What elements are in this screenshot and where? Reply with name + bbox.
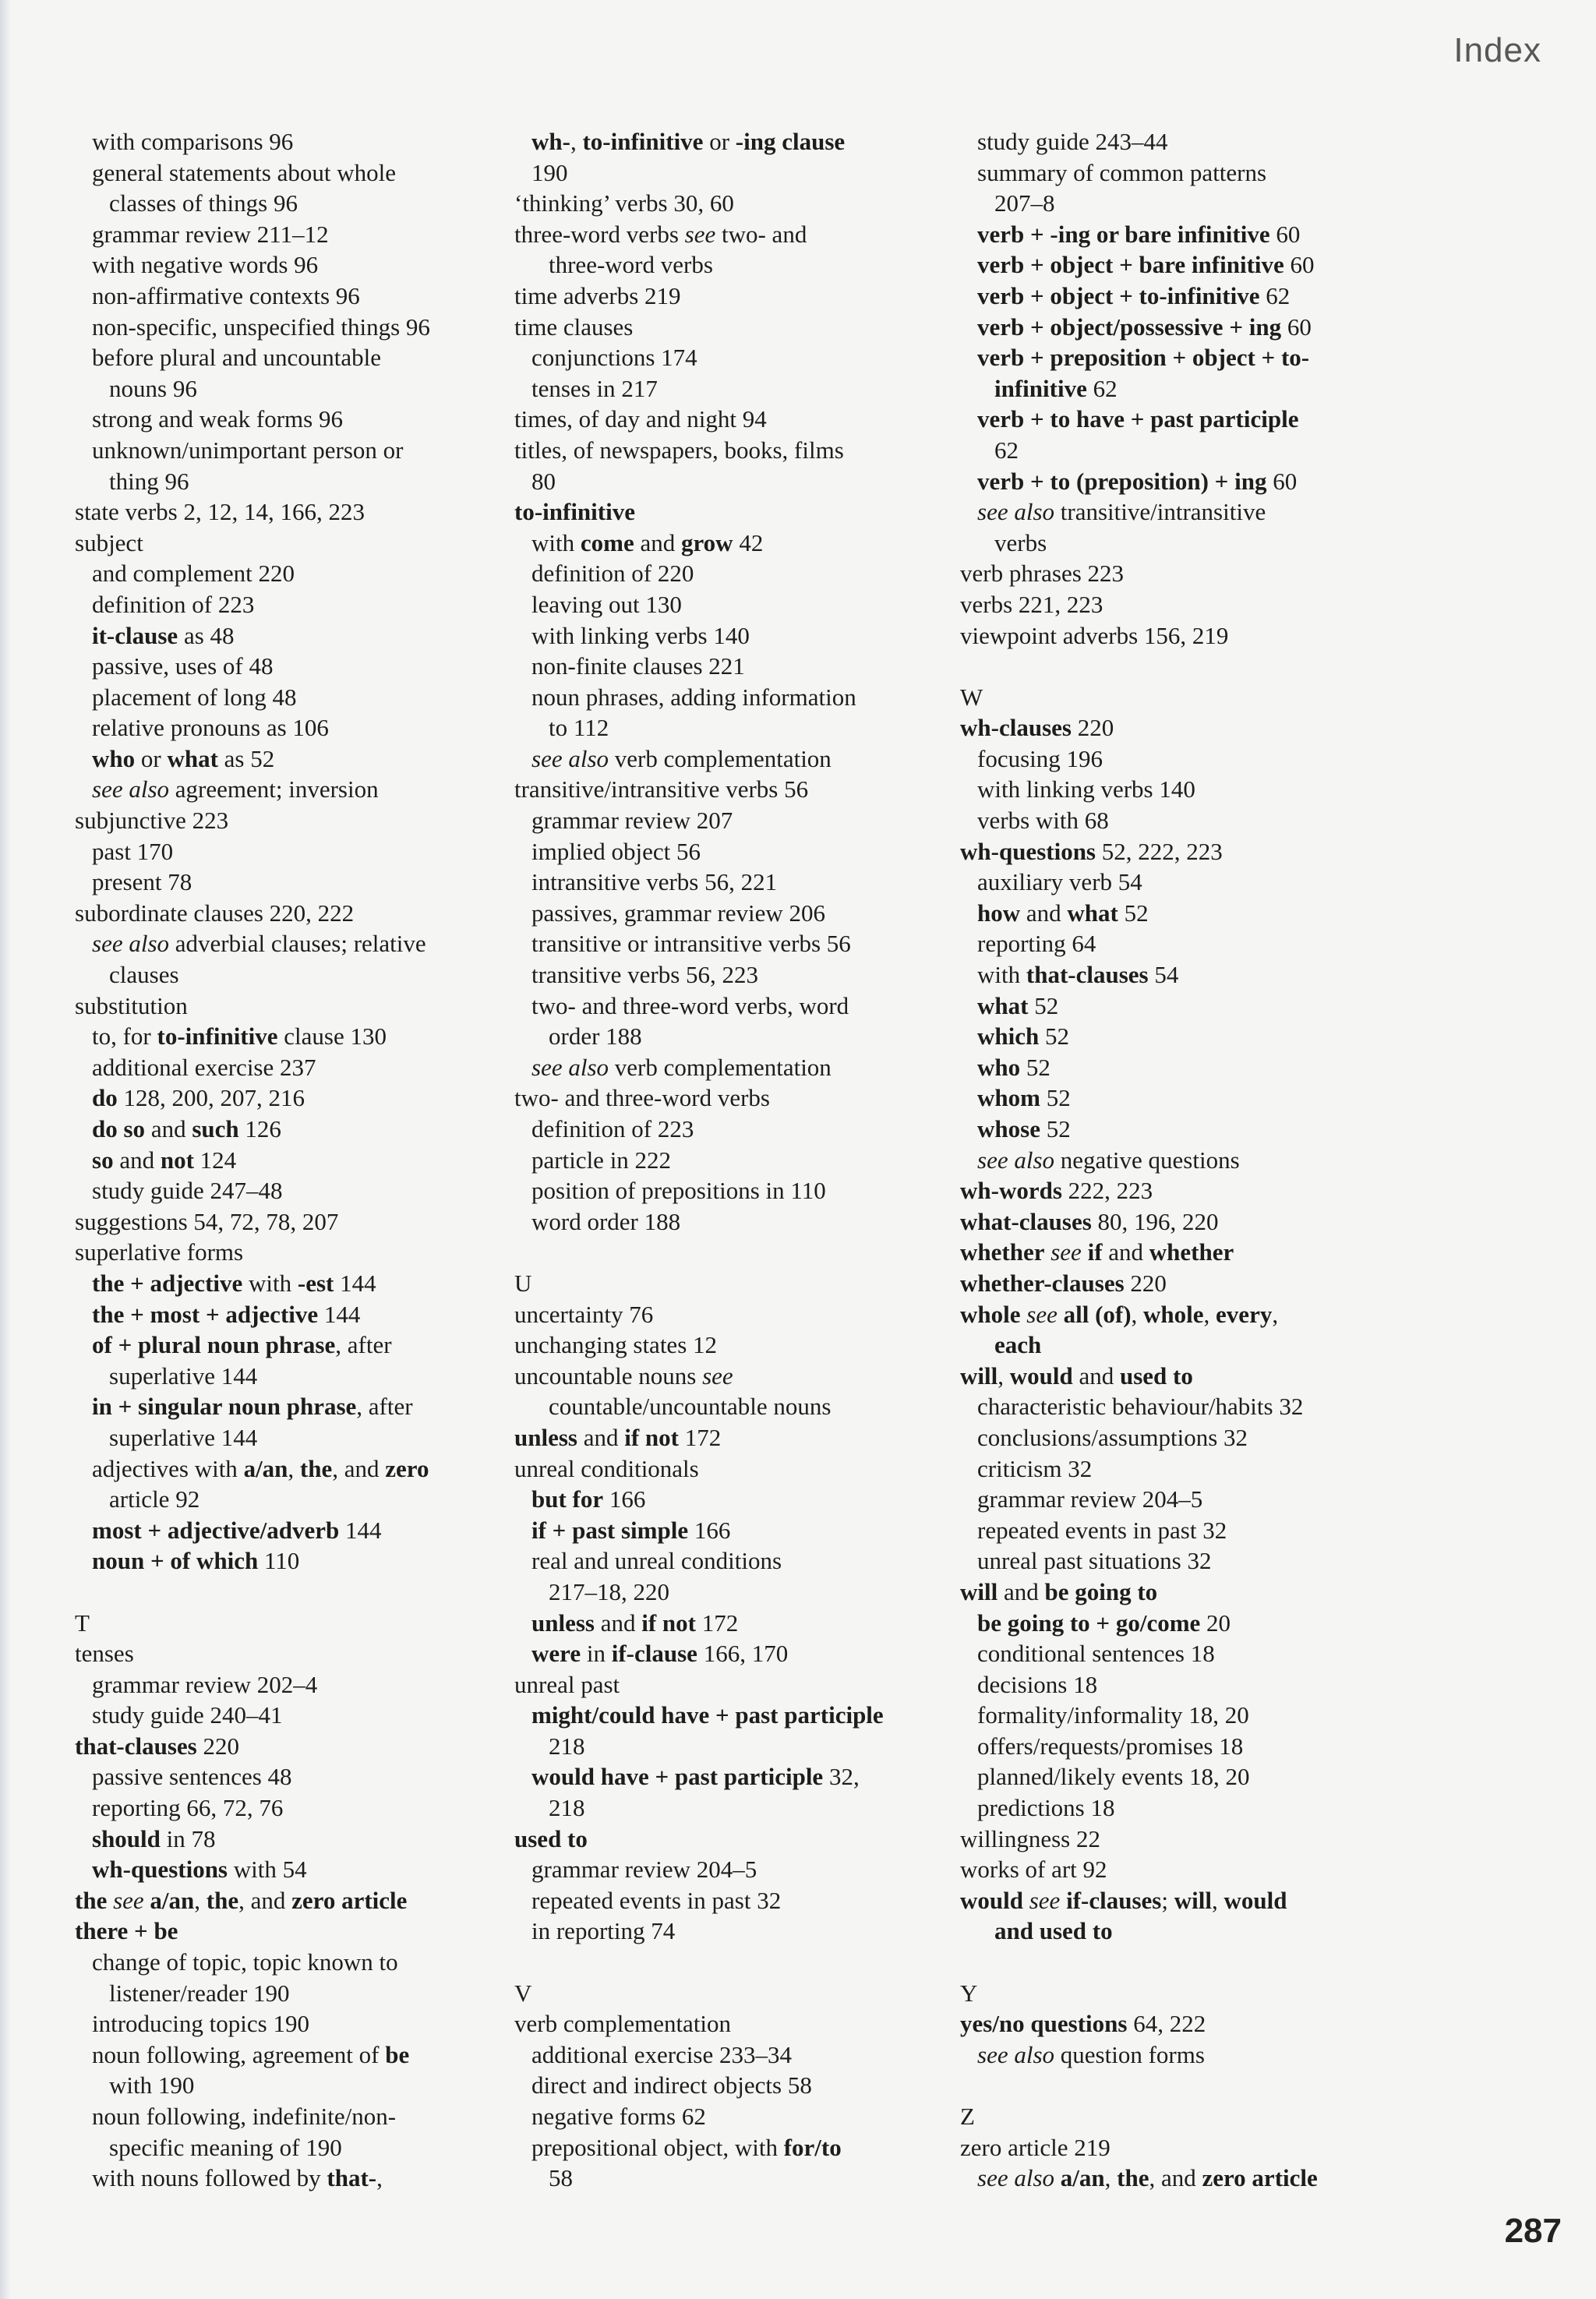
index-entry: subjunctive 223: [75, 807, 229, 835]
index-subentry: what 52: [977, 991, 1059, 1019]
index-subentry: definition of 220: [531, 560, 694, 588]
index-subentry: verbs with 68: [977, 807, 1109, 835]
index-subentry: unknown/unimportant person or: [92, 436, 404, 464]
index-subentry: with come and grow 42: [531, 528, 764, 556]
section-letter: W: [960, 683, 983, 711]
index-subentry: and complement 220: [92, 560, 295, 588]
index-entry-continuation: and used to: [994, 1917, 1113, 1945]
index-subentry: grammar review 211–12: [92, 220, 329, 248]
index-subentry: grammar review 207: [531, 807, 733, 835]
index-subentry: additional exercise 233–34: [531, 2040, 793, 2068]
index-entry-continuation: 218: [549, 1794, 585, 1822]
index-entry: will, would and used to: [960, 1361, 1193, 1390]
index-subentry: with linking verbs 140: [977, 775, 1195, 803]
index-subentry: unreal past situations 32: [977, 1547, 1212, 1575]
index-subentry: non-affirmative contexts 96: [92, 281, 360, 309]
index-entry: subject: [75, 528, 143, 556]
index-subentry: might/could have + past participle: [531, 1701, 884, 1729]
index-subentry: grammar review 204–5: [977, 1485, 1203, 1513]
index-entry-continuation: thing 96: [109, 467, 189, 495]
index-subentry: with nouns followed by that-,: [92, 2164, 383, 2192]
index-subentry: see also question forms: [977, 2040, 1205, 2068]
index-entry: used to: [514, 1824, 588, 1852]
index-subentry: conditional sentences 18: [977, 1640, 1215, 1668]
index-subentry: see also verb complementation: [531, 744, 832, 772]
index-subentry: repeated events in past 32: [977, 1516, 1227, 1544]
index-subentry: noun following, indefinite/non-: [92, 2103, 397, 2130]
section-letter: V: [514, 1979, 532, 2007]
section-letter: Y: [960, 1979, 978, 2007]
index-entry: works of art 92: [960, 1856, 1107, 1884]
index-entry: wh-questions 52, 222, 223: [960, 837, 1223, 865]
index-subentry: the + adjective with -est 144: [92, 1269, 376, 1297]
index-subentry: would have + past participle 32,: [531, 1763, 860, 1791]
index-subentry: most + adjective/adverb 144: [92, 1516, 382, 1544]
index-subentry: conclusions/assumptions 32: [977, 1423, 1248, 1451]
index-entry: wh-clauses 220: [960, 714, 1114, 742]
index-subentry: adjectives with a/an, the, and zero: [92, 1454, 429, 1482]
index-subentry: transitive or intransitive verbs 56: [531, 930, 851, 958]
index-subentry: the + most + adjective 144: [92, 1300, 361, 1328]
index-entry: unreal past: [514, 1670, 620, 1698]
index-entry: verb complementation: [514, 2010, 732, 2038]
index-subentry: which 52: [977, 1022, 1069, 1051]
index-subentry: 80: [531, 467, 556, 495]
index-entry-continuation: three-word verbs: [549, 251, 713, 279]
index-subentry: verb + to have + past participle: [977, 405, 1299, 433]
index-entry: that-clauses 220: [75, 1732, 239, 1760]
index-subentry: see also negative questions: [977, 1146, 1240, 1174]
section-spacer: [75, 1577, 488, 1608]
section-spacer: [514, 1237, 935, 1268]
index-subentry: verb + object/possessive + ing 60: [977, 313, 1312, 341]
index-entry: whether see if and whether: [960, 1238, 1234, 1266]
index-entry: times, of day and night 94: [514, 405, 767, 433]
index-entry: will and be going to: [960, 1577, 1158, 1605]
index-subentry: past 170: [92, 837, 174, 865]
index-entry-continuation: nouns 96: [109, 374, 197, 402]
section-spacer: [960, 2070, 1396, 2101]
index-entry-continuation: superlative 144: [109, 1361, 258, 1390]
index-subentry: passives, grammar review 206: [531, 899, 826, 927]
index-subentry: verb + object + to-infinitive 62: [977, 281, 1291, 309]
index-subentry: predictions 18: [977, 1794, 1115, 1822]
index-subentry: do 128, 200, 207, 216: [92, 1084, 305, 1112]
section-letter: T: [75, 1609, 90, 1637]
index-subentry: relative pronouns as 106: [92, 714, 329, 742]
index-column-1: [75, 126, 488, 2194]
index-entry-continuation: to 112: [549, 714, 609, 742]
index-entry: wh-words 222, 223: [960, 1177, 1153, 1205]
index-subentry: reporting 64: [977, 930, 1096, 958]
index-subentry: so and not 124: [92, 1146, 237, 1174]
index-entry-continuation: order 188: [549, 1022, 642, 1051]
index-entry: superlative forms: [75, 1238, 244, 1266]
index-entry: state verbs 2, 12, 14, 166, 223: [75, 498, 365, 526]
index-subentry: direct and indirect objects 58: [531, 2071, 812, 2099]
index-subentry: 190: [531, 158, 568, 186]
index-subentry: offers/requests/promises 18: [977, 1732, 1244, 1760]
index-subentry: non-finite clauses 221: [531, 652, 745, 680]
section-letter: U: [514, 1269, 532, 1297]
index-subentry: to, for to-infinitive clause 130: [92, 1022, 387, 1051]
index-entry: titles, of newspapers, books, films: [514, 436, 844, 464]
index-subentry: noun + of which 110: [92, 1547, 300, 1575]
section-spacer: [514, 1947, 935, 1978]
section-spacer: [960, 1947, 1396, 1978]
index-subentry: strong and weak forms 96: [92, 405, 343, 433]
index-entry: what-clauses 80, 196, 220: [960, 1207, 1219, 1235]
index-entry: suggestions 54, 72, 78, 207: [75, 1207, 339, 1235]
index-column-3: [960, 126, 1396, 2194]
index-entry: verb phrases 223: [960, 560, 1125, 588]
index-entry: uncountable nouns see: [514, 1361, 733, 1390]
index-subentry: with that-clauses 54: [977, 961, 1179, 989]
index-subentry: unless and if not 172: [531, 1609, 739, 1637]
index-subentry: particle in 222: [531, 1146, 672, 1174]
index-subentry: criticism 32: [977, 1454, 1093, 1482]
index-entry: whole see all (of), whole, every,: [960, 1300, 1279, 1328]
index-entry: viewpoint adverbs 156, 219: [960, 621, 1229, 649]
index-subentry: summary of common patterns: [977, 158, 1267, 186]
index-subentry: conjunctions 174: [531, 344, 697, 372]
index-entry: ‘thinking’ verbs 30, 60: [514, 189, 734, 217]
index-subentry: repeated events in past 32: [531, 1886, 782, 1914]
index-subentry: if + past simple 166: [531, 1516, 731, 1544]
index-entry: yes/no questions 64, 222: [960, 2010, 1206, 2038]
index-entry: time clauses: [514, 313, 634, 341]
index-subentry: general statements about whole: [92, 158, 396, 186]
index-subentry: focusing 196: [977, 744, 1103, 772]
index-subentry: change of topic, topic known to: [92, 1948, 398, 1976]
index-subentry: be going to + go/come 20: [977, 1609, 1231, 1637]
index-subentry: see also a/an, the, and zero article: [977, 2164, 1318, 2192]
index-subentry: characteristic behaviour/habits 32: [977, 1393, 1304, 1421]
index-entry-continuation: 62: [994, 436, 1019, 464]
section-letter: Z: [960, 2103, 975, 2130]
index-subentry: intransitive verbs 56, 221: [531, 868, 778, 896]
index-subentry: verb + object + bare infinitive 60: [977, 251, 1315, 279]
index-subentry: wh-, to-infinitive or -ing clause: [531, 128, 846, 155]
index-subentry: grammar review 204–5: [531, 1856, 757, 1884]
index-entry: would see if-clauses; will, would: [960, 1886, 1287, 1914]
index-entry: unchanging states 12: [514, 1331, 718, 1359]
index-entry-continuation: classes of things 96: [109, 189, 298, 217]
index-subentry: see also adverbial clauses; relative: [92, 930, 426, 958]
index-subentry: noun following, agreement of be: [92, 2040, 410, 2068]
index-subentry: reporting 66, 72, 76: [92, 1794, 284, 1822]
index-subentry: verb + preposition + object + to-: [977, 344, 1310, 372]
index-subentry: see also transitive/intransitive: [977, 498, 1266, 526]
index-entry-continuation: with 190: [109, 2071, 195, 2099]
index-subentry: passive, uses of 48: [92, 652, 274, 680]
index-subentry: transitive verbs 56, 223: [531, 961, 759, 989]
index-entry: unreal conditionals: [514, 1454, 699, 1482]
index-entry: time adverbs 219: [514, 281, 681, 309]
index-subentry: definition of 223: [92, 590, 255, 618]
index-entry: to-infinitive: [514, 498, 635, 526]
index-subentry: with comparisons 96: [92, 128, 294, 155]
index-entry: three-word verbs see two- and: [514, 220, 807, 248]
index-subentry: prepositional object, with for/to: [531, 2133, 842, 2161]
index-subentry: placement of long 48: [92, 683, 297, 711]
index-subentry: negative forms 62: [531, 2103, 706, 2130]
index-subentry: verb + -ing or bare infinitive 60: [977, 220, 1301, 248]
running-header: Index: [1453, 31, 1541, 69]
index-entry: substitution: [75, 991, 188, 1019]
index-subentry: real and unreal conditions: [531, 1547, 782, 1575]
index-subentry: decisions 18: [977, 1670, 1098, 1698]
index-subentry: see also agreement; inversion: [92, 775, 379, 803]
index-subentry: two- and three-word verbs, word: [531, 991, 849, 1019]
index-subentry: auxiliary verb 54: [977, 868, 1142, 896]
index-entry-continuation: superlative 144: [109, 1423, 258, 1451]
section-spacer: [960, 651, 1396, 682]
index-entry-continuation: countable/uncountable nouns: [549, 1393, 832, 1421]
index-subentry: of + plural noun phrase, after: [92, 1331, 392, 1359]
index-subentry: see also verb complementation: [531, 1053, 832, 1081]
index-subentry: position of prepositions in 110: [531, 1177, 826, 1205]
page-number: 287: [1504, 2212, 1562, 2250]
index-entry: whether-clauses 220: [960, 1269, 1167, 1297]
index-entry-continuation: specific meaning of 190: [109, 2133, 342, 2161]
index-subentry: study guide 240–41: [92, 1701, 283, 1729]
index-entry-continuation: listener/reader 190: [109, 1979, 290, 2007]
index-subentry: who or what as 52: [92, 744, 275, 772]
index-subentry: wh-questions with 54: [92, 1856, 307, 1884]
index-subentry: were in if-clause 166, 170: [531, 1640, 789, 1668]
index-entry: tenses: [75, 1640, 134, 1668]
index-subentry: study guide 243–44: [977, 128, 1168, 155]
index-subentry: planned/likely events 18, 20: [977, 1763, 1250, 1791]
index-entry-continuation: 58: [549, 2164, 573, 2192]
index-subentry: whose 52: [977, 1115, 1071, 1142]
index-entry: uncertainty 76: [514, 1300, 654, 1328]
index-entry: willingness 22: [960, 1824, 1100, 1852]
index-entry-continuation: 207–8: [994, 189, 1055, 217]
index-subentry: before plural and uncountable: [92, 344, 381, 372]
index-subentry: whom 52: [977, 1084, 1071, 1112]
index-subentry: introducing topics 190: [92, 2010, 309, 2038]
index-subentry: passive sentences 48: [92, 1763, 292, 1791]
index-subentry: it-clause as 48: [92, 621, 235, 649]
index-subentry: tenses in 217: [531, 374, 658, 402]
index-subentry: formality/informality 18, 20: [977, 1701, 1249, 1729]
index-entry: transitive/intransitive verbs 56: [514, 775, 809, 803]
index-entry-continuation: article 92: [109, 1485, 200, 1513]
index-entry-continuation: each: [994, 1331, 1042, 1359]
index-entry: the see a/an, the, and zero article: [75, 1886, 408, 1914]
index-subentry: in + singular noun phrase, after: [92, 1393, 413, 1421]
index-subentry: who 52: [977, 1053, 1050, 1081]
index-subentry: with negative words 96: [92, 251, 319, 279]
index-subentry: but for 166: [531, 1485, 646, 1513]
index-column-2: [514, 126, 935, 2194]
index-subentry: implied object 56: [531, 837, 701, 865]
index-entry: two- and three-word verbs: [514, 1084, 770, 1112]
page-edge-shadow: [0, 0, 11, 2299]
index-subentry: in reporting 74: [531, 1917, 676, 1945]
index-subentry: should in 78: [92, 1824, 216, 1852]
index-entry: verbs 221, 223: [960, 590, 1103, 618]
index-entry-continuation: clauses: [109, 961, 179, 989]
index-subentry: with linking verbs 140: [531, 621, 750, 649]
index-subentry: grammar review 202–4: [92, 1670, 318, 1698]
index-subentry: definition of 223: [531, 1115, 694, 1142]
index-subentry: present 78: [92, 868, 192, 896]
index-subentry: noun phrases, adding information: [531, 683, 856, 711]
index-subentry: study guide 247–48: [92, 1177, 283, 1205]
index-subentry: verb + to (preposition) + ing 60: [977, 467, 1298, 495]
index-subentry: word order 188: [531, 1207, 681, 1235]
index-entry-continuation: verbs: [994, 528, 1047, 556]
index-entry: subordinate clauses 220, 222: [75, 899, 355, 927]
index-subentry: how and what 52: [977, 899, 1149, 927]
index-subentry: do so and such 126: [92, 1115, 281, 1142]
index-entry-continuation: 218: [549, 1732, 585, 1760]
index-subentry: additional exercise 237: [92, 1053, 316, 1081]
index-subentry: non-specific, unspecified things 96: [92, 313, 430, 341]
index-entry: unless and if not 172: [514, 1423, 722, 1451]
index-entry: there + be: [75, 1917, 178, 1945]
index-entry-continuation: infinitive 62: [994, 374, 1118, 402]
index-entry-continuation: 217–18, 220: [549, 1577, 669, 1605]
index-subentry: leaving out 130: [531, 590, 682, 618]
index-entry: zero article 219: [960, 2133, 1110, 2161]
